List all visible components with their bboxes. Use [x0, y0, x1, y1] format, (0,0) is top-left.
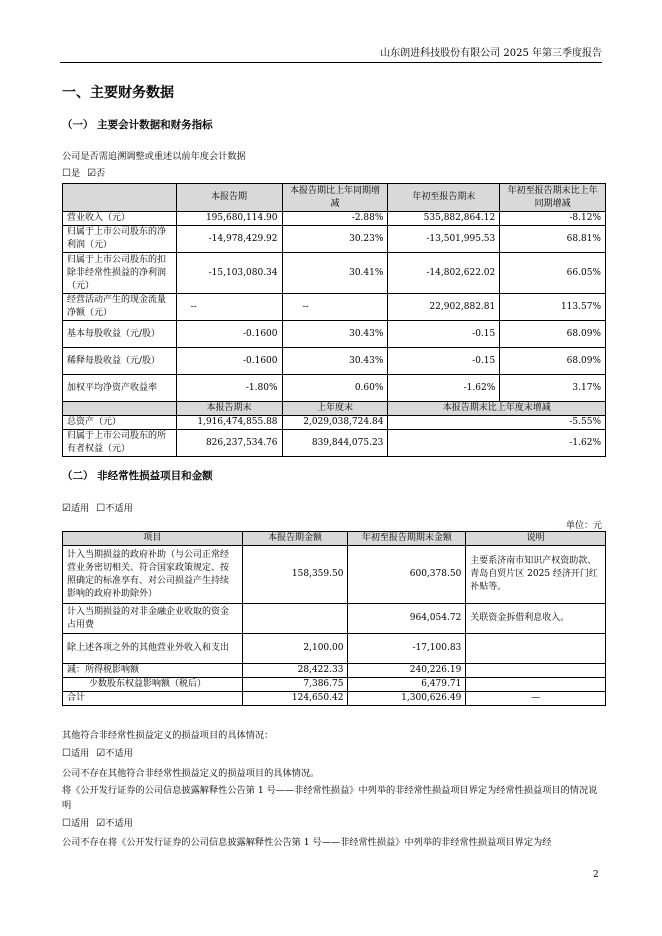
cell-value: 1,300,626.49 — [348, 692, 466, 706]
cell-value: -1.62% — [388, 375, 500, 402]
table-row — [63, 430, 606, 457]
cell-note — [466, 664, 606, 678]
row-label: 营业收入（元） — [63, 212, 177, 226]
option-not-applicable-label-3: 不适用 — [105, 818, 133, 829]
table-row — [63, 375, 606, 402]
cell-value: -- — [176, 294, 282, 321]
cell-value: 113.57% — [500, 294, 606, 321]
cell-value: 68.09% — [500, 321, 606, 348]
cell-value: -1.62% — [388, 430, 606, 457]
header-cell: 本报告期 — [176, 184, 282, 212]
table-row — [63, 416, 606, 430]
row-label: 合计 — [63, 692, 243, 706]
row-label: 加权平均净资产收益率 — [63, 375, 177, 402]
reclassification-options — [62, 815, 133, 829]
cell-value: -13,501,995.53 — [388, 226, 500, 253]
checkbox-no[interactable]: ☑ — [87, 168, 97, 179]
other-items-options — [62, 745, 133, 759]
option-no-label: 否 — [96, 168, 106, 179]
cell-value: -0.15 — [388, 321, 500, 348]
cell-value: -15,103,080.34 — [176, 253, 282, 294]
cell-value: 826,237,534.76 — [176, 430, 282, 457]
other-items-text: 公司不存在其他符合非经常性损益定义的损益项目的具体情况。 — [62, 768, 320, 779]
cell-value: 2,100.00 — [242, 634, 348, 664]
option-applicable-label-2: 适用 — [70, 748, 90, 759]
header-cell: 说明 — [466, 532, 606, 546]
row-label: 经营活动产生的现金流量净额（元） — [63, 294, 177, 321]
cell-value: 68.81% — [500, 226, 606, 253]
cell-value: -14,802,622.02 — [388, 253, 500, 294]
table-row — [63, 664, 606, 678]
cell-value: 195,680,114.90 — [176, 212, 282, 226]
cell-value: -17,100.83 — [348, 634, 466, 664]
cell-value: -8.12% — [500, 212, 606, 226]
header-rule — [60, 62, 602, 63]
table-row — [63, 294, 606, 321]
cell-value: 30.41% — [282, 253, 388, 294]
cell-value: 3.17% — [500, 375, 606, 402]
cell-note: — — [466, 692, 606, 706]
row-label: 计入当期损益的政府补助（与公司正常经营业务密切相关、符合国家政策规定、按照确定的标准享有、对公司损益产生持续影响的政府补助除外） — [63, 546, 243, 604]
other-items-line: 其他符合非经常性损益定义的损益项目的具体情况： — [62, 730, 274, 741]
cell-value — [242, 604, 348, 634]
header-cell: 本报告期金额 — [242, 532, 348, 546]
unit-label: 单位：元 — [565, 521, 602, 531]
row-label: 计入当期损益的对非金融企业收取的资金占用费 — [63, 604, 243, 634]
cell-note — [466, 678, 606, 692]
row-label: 少数股东权益影响额（税后） — [63, 678, 243, 692]
restate-options — [62, 165, 105, 179]
restate-question: 公司是否需追溯调整或重述以前年度会计数据 — [62, 151, 246, 162]
header-cell: 年初至报告期末 — [388, 184, 500, 212]
financial-indicators-table — [62, 183, 606, 457]
row-label: 总资产（元） — [63, 416, 177, 430]
header-cell: 年初至报告期期末金额 — [348, 532, 466, 546]
header-cell — [63, 184, 177, 212]
cell-value: 600,378.50 — [348, 546, 466, 604]
cell-value: 839,844,075.23 — [282, 430, 388, 457]
header-cell: 本报告期末 — [176, 402, 282, 416]
option-not-applicable-label: 不适用 — [105, 503, 133, 514]
cell-value: -0.1600 — [176, 321, 282, 348]
cell-value: 2,029,038,724.84 — [282, 416, 388, 430]
cell-value: -14,978,429.92 — [176, 226, 282, 253]
row-label: 归属于上市公司股东的净利润（元） — [63, 226, 177, 253]
cell-note — [466, 634, 606, 664]
page-number: 2 — [593, 870, 599, 880]
cell-value: 22,902,882.81 — [388, 294, 500, 321]
option-applicable-label: 适用 — [70, 503, 90, 514]
cell-value: 0.60% — [282, 375, 388, 402]
option-not-applicable-label-2: 不适用 — [105, 748, 133, 759]
table-row — [63, 546, 606, 604]
table-row — [63, 253, 606, 294]
checkbox-applicable-2[interactable]: ☐ — [62, 748, 71, 759]
header-cell: 上年度末 — [282, 402, 388, 416]
table-row — [63, 678, 606, 692]
checkbox-yes[interactable]: ☐ — [62, 168, 71, 179]
cell-value: -2.88% — [282, 212, 388, 226]
table-row — [63, 321, 606, 348]
cell-note: 主要系济南市知识产权资助款、青岛自贸片区 2025 经济开门红补贴等。 — [466, 546, 606, 604]
table-header-row — [63, 184, 606, 212]
checkbox-not-applicable-2[interactable]: ☑ — [96, 748, 106, 759]
cell-value: 158,359.50 — [242, 546, 348, 604]
row-label: 除上述各项之外的其他营业外收入和支出 — [63, 634, 243, 664]
header-cell: 本报告期比上年同期增减 — [282, 184, 388, 212]
cell-value: 68.09% — [500, 348, 606, 375]
checkbox-applicable[interactable]: ☑ — [62, 503, 71, 514]
checkbox-applicable-3[interactable]: ☐ — [62, 818, 71, 829]
table-row — [63, 226, 606, 253]
table-row — [63, 212, 606, 226]
non-recurring-items-table — [62, 531, 606, 706]
cell-value: -5.55% — [388, 416, 606, 430]
table-row — [63, 348, 606, 375]
cell-value: 6,479.71 — [348, 678, 466, 692]
table-header-row — [63, 532, 606, 546]
header-cell: 项目 — [63, 532, 243, 546]
option-applicable-label-3: 适用 — [70, 818, 90, 829]
report-header: 山东朗进科技股份有限公司 2025 年第三季度报告 — [380, 48, 602, 59]
cell-value: -0.1600 — [176, 348, 282, 375]
cell-value: 28,422.33 — [242, 664, 348, 678]
reclassification-text: 公司不存在将《公开发行证券的公司信息披露解释性公告第 1 号——非经常性损益》中列举的非经常性损益项目界定为经 — [62, 837, 552, 848]
subsection-title-1: （一） 主要会计数据和财务指标 — [62, 119, 213, 131]
header-cell: 本报告期末比上年度末增减 — [388, 402, 606, 416]
header-cell — [63, 402, 177, 416]
subsection-title-2: （二） 非经常性损益项目和金额 — [62, 470, 213, 482]
checkbox-not-applicable-3[interactable]: ☑ — [96, 818, 106, 829]
row-label: 减：所得税影响额 — [63, 664, 243, 678]
row-label: 归属于上市公司股东的扣除非经常性损益的净利润（元） — [63, 253, 177, 294]
applicable-options — [62, 500, 133, 514]
section-title: 一、主要财务数据 — [62, 85, 174, 101]
cell-value: 240,226.19 — [348, 664, 466, 678]
row-label: 归属于上市公司股东的所有者权益（元） — [63, 430, 177, 457]
table-row-total — [63, 692, 606, 706]
option-yes-label: 是 — [70, 168, 81, 179]
cell-value: 30.43% — [282, 348, 388, 375]
cell-note: 关联资金拆借利息收入。 — [466, 604, 606, 634]
cell-value: -1.80% — [176, 375, 282, 402]
cell-value: -- — [282, 294, 388, 321]
cell-value: 7,386.75 — [242, 678, 348, 692]
table-subheader-row — [63, 402, 606, 416]
cell-value: 30.23% — [282, 226, 388, 253]
table-row — [63, 604, 606, 634]
cell-value: 124,650.42 — [242, 692, 348, 706]
checkbox-not-applicable[interactable]: ☐ — [96, 503, 106, 514]
cell-value: 30.43% — [282, 321, 388, 348]
cell-value: 535,882,864.12 — [388, 212, 500, 226]
row-label: 稀释每股收益（元/股） — [63, 348, 177, 375]
header-cell: 年初至报告期末比上年同期增减 — [500, 184, 606, 212]
table-row — [63, 634, 606, 664]
row-label: 基本每股收益（元/股） — [63, 321, 177, 348]
cell-value: 1,916,474,855.88 — [176, 416, 282, 430]
cell-value: -0.15 — [388, 348, 500, 375]
cell-value: 964,054.72 — [348, 604, 466, 634]
cell-value: 66.05% — [500, 253, 606, 294]
reclassification-explain: 将《公开发行证券的公司信息披露解释性公告第 1 号——非经常性损益》中列举的非经常性损益项目界定为经常性损益项目的情况说明 — [62, 785, 598, 811]
